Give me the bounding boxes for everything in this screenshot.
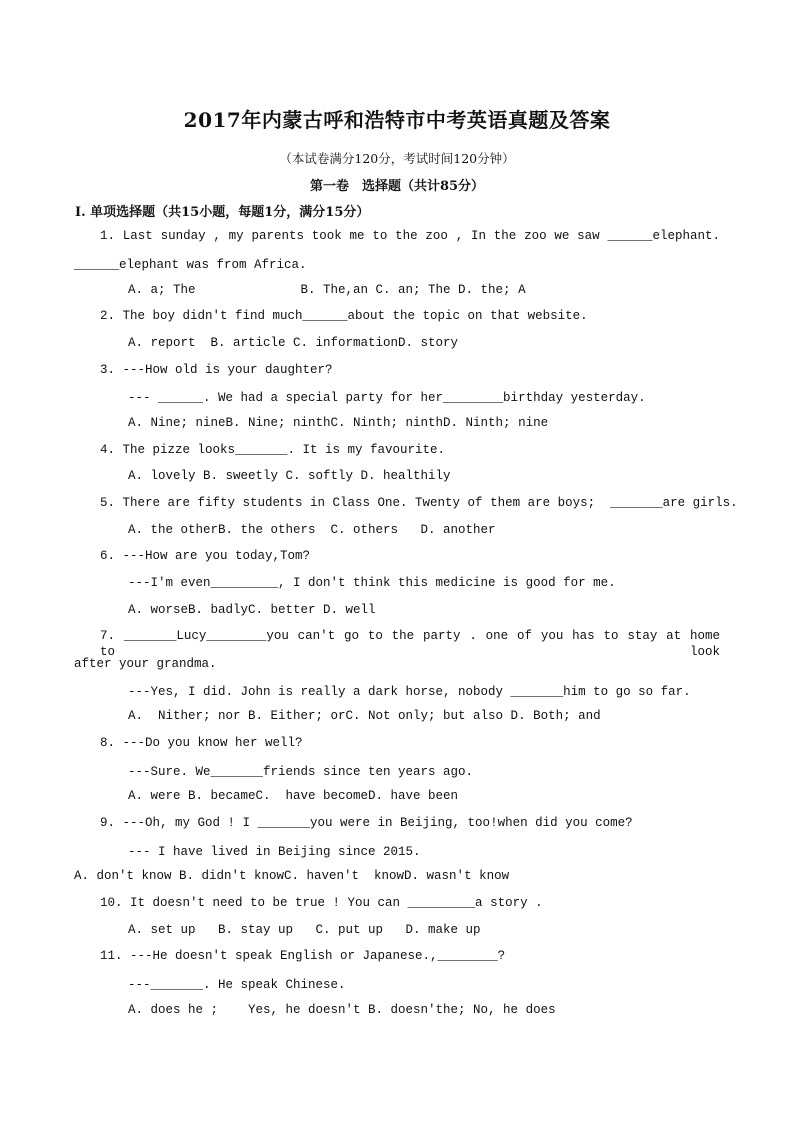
- question-3-stem: 3. ---How old is your daughter?: [100, 363, 333, 377]
- question-6-dialogue: ---I'm even_________, I don't think this medicine is good for me.: [128, 576, 616, 590]
- question-6-options: A. worseB. badlyC. better D. well: [128, 603, 376, 617]
- question-8-stem: 8. ---Do you know her well?: [100, 736, 303, 750]
- question-1-stem: 1. Last sunday , my parents took me to the zoo , In the zoo we saw ______elephant.: [100, 229, 720, 243]
- section-title: Ⅰ. 单项选择题（共15小题，每题1分，满分15分）: [75, 205, 370, 220]
- question-3-options: A. Nine; nineB. Nine; ninthC. Ninth; ninthD. Ninth; nine: [128, 416, 549, 430]
- question-11-options: A. does he ; Yes, he doesn't B. doesn'the; No, he does: [128, 1003, 556, 1017]
- question-1-options: A. a; The B. The,an C. an; The D. the; A: [128, 283, 526, 297]
- question-7-dialogue: ---Yes, I did. John is really a dark horse, nobody _______him to go so far.: [128, 685, 691, 699]
- document-title: 2017年内蒙古呼和浩特市中考英语真题及答案: [183, 108, 611, 132]
- question-8-dialogue: ---Sure. We_______friends since ten years ago.: [128, 765, 474, 779]
- question-4-options: A. lovely B. sweetly C. softly D. healthily: [128, 469, 451, 483]
- question-7-options: A. Nither; nor B. Either; orC. Not only; but also D. Both; and: [128, 709, 601, 723]
- question-11-dialogue: ---_______. He speak Chinese.: [128, 978, 346, 992]
- part-title: 第一卷 选择题（共计85分）: [309, 179, 485, 194]
- question-10-stem: 10. It doesn't need to be true ! You can _________a story .: [100, 896, 543, 910]
- question-11-stem: 11. ---He doesn't speak English or Japanese.,________?: [100, 949, 506, 963]
- question-9-options: A. don't know B. didn't knowC. haven't knowD. wasn't know: [74, 869, 510, 883]
- question-1-stem-continued: ______elephant was from Africa.: [74, 258, 307, 272]
- exam-instructions: （本试卷满分120分，考试时间120分钟）: [279, 151, 515, 166]
- question-3-dialogue: --- ______. We had a special party for her________birthday yesterday.: [128, 391, 646, 405]
- question-7-stem-continued: after your grandma.: [74, 657, 217, 671]
- question-9-stem: 9. ---Oh, my God ! I _______you were in Beijing, too!when did you come?: [100, 816, 633, 830]
- question-2-stem: 2. The boy didn't find much______about the topic on that website.: [100, 309, 588, 323]
- question-2-options: A. report B. article C. informationD. story: [128, 336, 459, 350]
- question-6-stem: 6. ---How are you today,Tom?: [100, 549, 311, 563]
- question-9-dialogue: --- I have lived in Beijing since 2015.: [128, 845, 421, 859]
- question-5-options: A. the otherB. the others C. others D. another: [128, 523, 496, 537]
- question-10-options: A. set up B. stay up C. put up D. make up: [128, 923, 481, 937]
- question-4-stem: 4. The pizze looks_______. It is my favourite.: [100, 443, 446, 457]
- question-7-stem: 7. _______Lucy________you can't go to the party . one of you has to stay at home to look: [100, 629, 720, 659]
- question-5-stem: 5. There are fifty students in Class One. Twenty of them are boys; _______are girls.: [100, 496, 738, 510]
- question-8-options: A. were B. becameC. have becomeD. have been: [128, 789, 459, 803]
